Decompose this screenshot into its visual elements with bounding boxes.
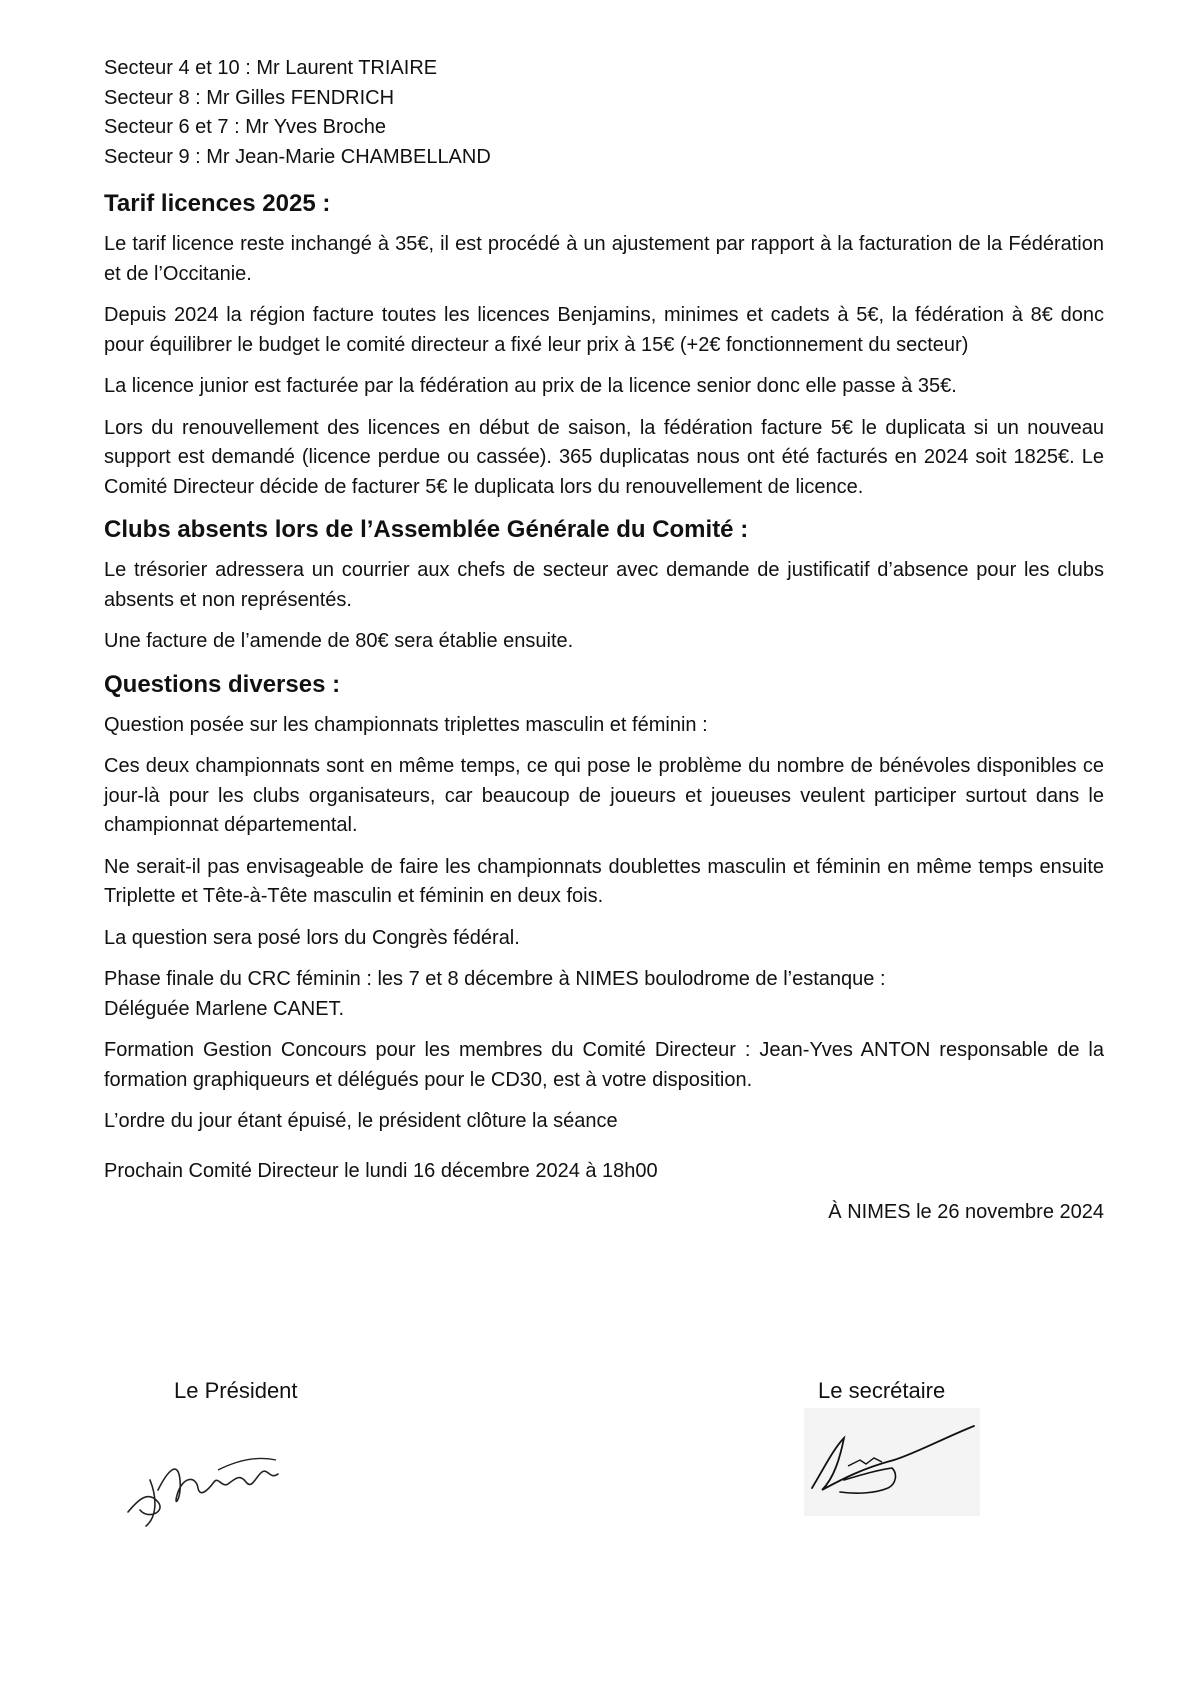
paragraph: Formation Gestion Concours pour les membres du Comité Directeur : Jean-Yves ANTON responsable de la formation graphiqueurs et délégués pour le CD30, est à votre disposition. bbox=[104, 1039, 1104, 1091]
sector-line: Secteur 6 et 7 : Mr Yves Broche bbox=[104, 116, 386, 138]
paragraph: Ne serait-il pas envisageable de faire les championnats doublettes masculin et féminin en même temps ensuite Triplette et Tête-à-Tête masculin et féminin en deux fois. bbox=[104, 855, 1104, 907]
sector-line: Secteur 9 : Mr Jean-Marie CHAMBELLAND bbox=[104, 145, 491, 168]
delegate-line: Déléguée Marlene CANET. bbox=[104, 997, 345, 1020]
paragraph: Question posée sur les championnats triplettes masculin et féminin : bbox=[104, 713, 708, 736]
secretary-label: Le secrétaire bbox=[818, 1378, 946, 1403]
section-heading-clubs: Clubs absents lors de l’Assemblée Générale du Comité : bbox=[104, 516, 749, 543]
paragraph: Ces deux championnats sont en même temps, ce qui pose le problème du nombre de bénévoles disponibles ce jour-là pour les clubs organisateurs, car beaucoup de joueurs et joueuses veulent participer surtout dans le championnat départemental. bbox=[104, 755, 1104, 836]
signature-area bbox=[0, 1370, 1200, 1570]
sector-line: Secteur 4 et 10 : Mr Laurent TRIAIRE bbox=[104, 57, 438, 79]
crc-line: Phase finale du CRC féminin : les 7 et 8 décembre à NIMES boulodrome de l’estanque : bbox=[104, 968, 886, 990]
sector-list bbox=[104, 54, 1104, 172]
paragraph: La question sera posé lors du Congrès fédéral. bbox=[104, 926, 520, 949]
president-label: Le Président bbox=[174, 1378, 298, 1403]
president-signature bbox=[118, 1430, 288, 1530]
secretary-signature bbox=[804, 1408, 980, 1516]
paragraph: Le tarif licence reste inchangé à 35€, il est procédé à un ajustement par rapport à la facturation de la Fédération et de l’Occitanie. bbox=[104, 233, 1104, 285]
document-body bbox=[104, 54, 1104, 1228]
paragraph: Le trésorier adressera un courrier aux chefs de secteur avec demande de justificatif d’absence pour les clubs absents et non représentés. bbox=[104, 559, 1104, 611]
paragraph: Lors du renouvellement des licences en début de saison, la fédération facture 5€ le duplicata si un nouveau support est demandé (licence perdue ou cassée). 365 duplicatas nous ont été facturés en 2024 soit 1825€. Le Comité Directeur décide de facturer 5€ le duplicata lors du renouvellement de licence. bbox=[104, 416, 1104, 498]
section-heading-questions: Questions diverses : bbox=[104, 670, 341, 698]
paragraph: Prochain Comité Directeur le lundi 16 décembre 2024 à 18h00 bbox=[104, 1159, 658, 1182]
section-heading-tarif: Tarif licences 2025 : bbox=[104, 190, 331, 217]
paragraph: L’ordre du jour étant épuisé, le président clôture la séance bbox=[104, 1110, 618, 1132]
sector-line: Secteur 8 : Mr Gilles FENDRICH bbox=[104, 86, 395, 109]
paragraph: La licence junior est facturée par la fédération au prix de la licence senior donc elle passe à 35€. bbox=[104, 375, 957, 397]
place-date: À NIMES le 26 novembre 2024 bbox=[828, 1201, 1104, 1223]
paragraph: Depuis 2024 la région facture toutes les licences Benjamins, minimes et cadets à 5€, la fédération à 8€ donc pour équilibrer le budget le comité directeur a fixé leur prix à 15€ (+2€ fonctionnement du secteur) bbox=[104, 304, 1104, 356]
paragraph: Une facture de l’amende de 80€ sera établie ensuite. bbox=[104, 630, 574, 652]
paragraph bbox=[104, 965, 1104, 1024]
